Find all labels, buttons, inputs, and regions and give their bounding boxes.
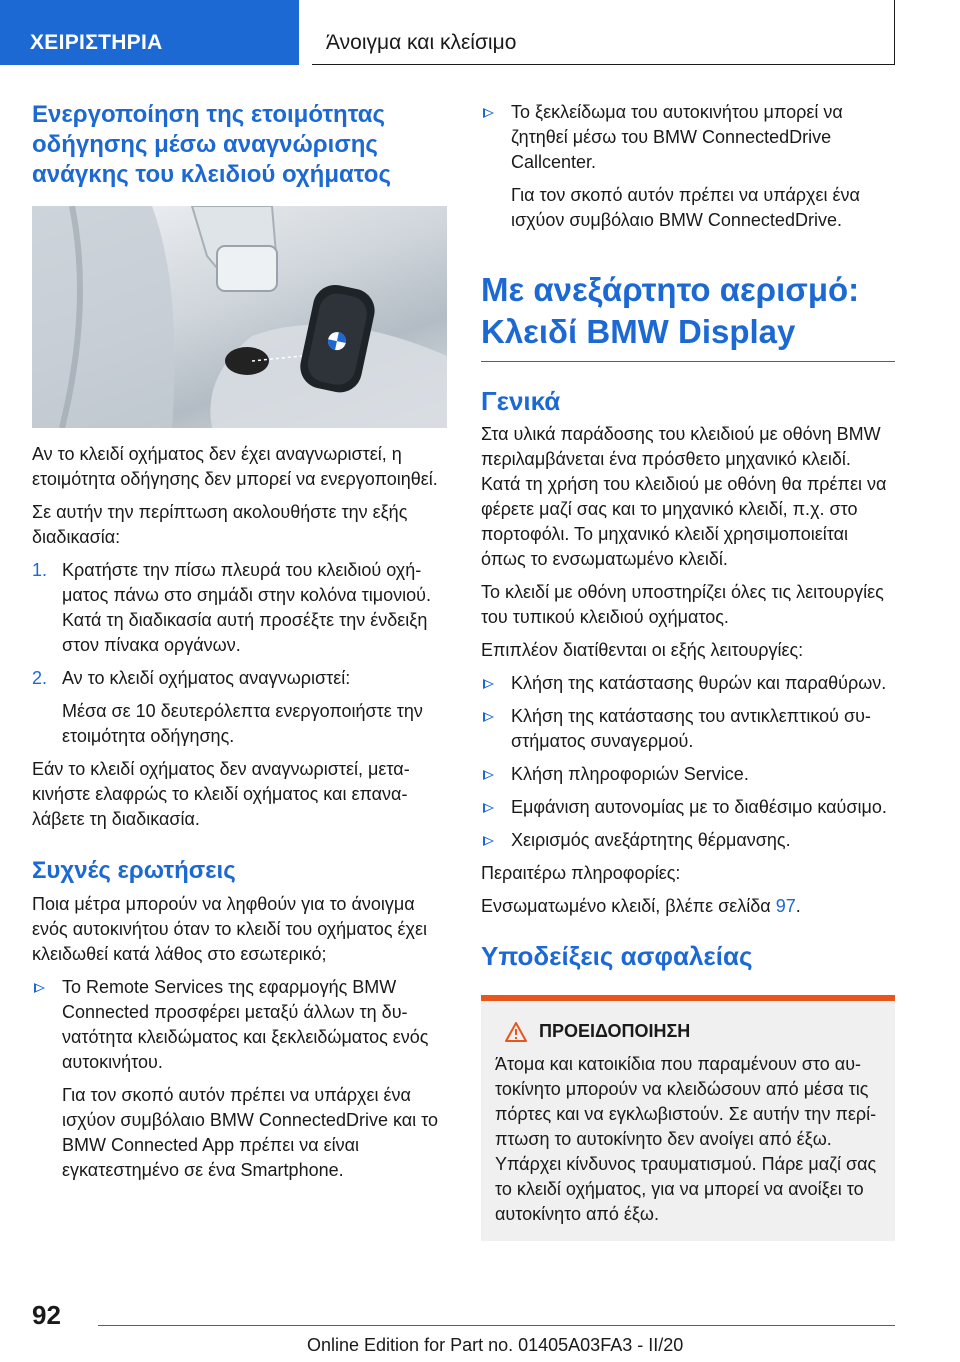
warning-text: Άτομα και κατοικίδια που παραμένουν στο αυτοκίνητο μπορούν να κλειδώσουν από μέσα τις πόρτες και να εγκλωβιστούν. Σε αυτήν την περίπτωση το αυτοκίνητο δεν ανοίγει από έξω. Υπάρχει κίνδυνος τραυματισμού. Πάρε μαζί σας το κλειδί οχήματος, για να μπορεί να ανοίξει το αυτοκίνητο από έξω. [495, 1054, 877, 1224]
warning-title-row [495, 1021, 881, 1042]
function-text: Κλήση της κατάστασης θυρών και παραθύρων. [511, 673, 887, 693]
paragraph-general-3: Επιπλέον διατίθενται οι εξής λειτουργίες: [481, 640, 804, 660]
paragraph-general-1: Στα υλικά παράδοσης του κλειδιού με οθόνη BMW περιλαμβάνεται ένα πρόσθετο μηχανικό κλειδί. Κατά τη χρήση του κλειδιού με οθόνη θα πρέπει να φέρετε μαζί σας και το μηχανικό κλειδί, π.χ. στο πορτοφόλι. Το μηχανικό κλειδί χρησιμοποιείται όπως το ενσωματωμένο κλειδί. [481, 424, 887, 569]
more-info-label: Περαιτέρω πληροφορίες: [481, 863, 681, 883]
function-item [481, 828, 895, 853]
step-item [32, 558, 450, 658]
paragraph-key-retry: Εάν το κλειδί οχήματος δεν αναγνωριστεί, μετακινήστε ελαφρώς το κλειδί οχήματος και επαναλάβετε τη διαδικασία. [32, 759, 410, 829]
section-heading-drive-ready: Ενεργοποίηση της ετοιμότητας οδήγησης μέσω αναγνώρισης ανάγκης του κλειδιού οχήματος [32, 101, 391, 188]
function-text: Χειρισμός ανεξάρτητης θέρμανσης. [511, 830, 791, 850]
general-heading: Γενικά [481, 386, 561, 416]
function-item [481, 704, 895, 754]
function-item [481, 762, 895, 787]
faq-answer-subtext [481, 183, 895, 233]
function-text: Εμφάνιση αυτονομίας με το διαθέσιμο καύσιμο. [511, 797, 887, 817]
faq-answer-item [481, 100, 895, 175]
left-column [32, 100, 450, 1191]
step-subtext [32, 699, 450, 749]
faq-answer-subtext-text: Για τον σκοπό αυτόν πρέπει να υπάρχει ένα ισχύον συμβόλαιο BMW ConnectedDrive. [511, 185, 860, 230]
triangle-bullet-icon [483, 108, 494, 118]
function-text: Κλήση της κατάστασης του αντικλεπτικού συστήματος συναγερμού. [511, 706, 871, 751]
faq-answer-text: Το ξεκλείδωμα του αυτοκινήτου μπορεί να ζητηθεί μέσω του BMW ConnectedDrive Callcenter. [511, 102, 843, 172]
paragraph-general-2: Το κλειδί με οθόνη υποστηρίζει όλες τις λειτουργίες του τυπικού κλειδιού οχήματος. [481, 582, 884, 627]
page-number: 92 [32, 1300, 61, 1330]
page-reference-link[interactable]: 97 [775, 896, 796, 916]
footer-divider [98, 1325, 895, 1326]
faq-answer-item [32, 975, 450, 1075]
illustration-svg [32, 206, 447, 428]
cross-reference [481, 894, 895, 919]
step-number: 2. [32, 668, 48, 688]
paragraph-key-not-recognized: Αν το κλειδί οχήματος δεν έχει αναγνωριστεί, η ετοιμότητα οδήγησης δεν μπορεί να ενεργοποιηθεί. [32, 444, 438, 489]
mark-spot [225, 347, 269, 375]
faq-answer-subtext [32, 1083, 450, 1183]
triangle-bullet-icon [483, 770, 494, 780]
right-column [481, 100, 895, 1241]
faq-answer-text: Το Remote Services της εφαρμογής BMW Connected προσφέρει μεταξύ άλλων τη δυνατότητα κλειδώματος και ξεκλειδώματος ενός αυτοκινήτου. [62, 977, 429, 1072]
function-item [481, 671, 895, 696]
footer-edition-text: Online Edition for Part no. 01405A03FA3 - II/20 [307, 1335, 684, 1355]
triangle-bullet-icon [483, 679, 494, 689]
cross-reference-text: Ενσωματωμένο κλειδί, βλέπε σελίδα [481, 896, 776, 916]
warning-title: ΠΡΟΕΙΔΟΠΟΙΗΣΗ [539, 1021, 691, 1041]
safety-heading: Υποδείξεις ασφαλείας [481, 941, 753, 971]
triangle-bullet-icon [34, 983, 45, 993]
faq-question: Ποια μέτρα μπορούν να ληφθούν για το άνοιγμα ενός αυτοκινήτου όταν το κλειδί του οχήματος έχει κλειδωθεί κατά λάθος στο εσωτερικό; [32, 894, 427, 964]
step-text: Κρατήστε την πίσω πλευρά του κλειδιού οχήματος πάνω στο σημάδι στην κολόνα τιμονιού. Κατά τη διαδικασία αυτή προσέξτε την ένδειξη στον πίνακα οργάνων. [62, 560, 432, 655]
triangle-bullet-icon [483, 712, 494, 722]
cross-reference-end: . [795, 896, 801, 916]
step-item [32, 666, 450, 691]
step-subtext-text: Μέσα σε 10 δευτερόλεπτα ενεργοποιήστε την ετοιμότητα οδήγησης. [62, 701, 423, 746]
step-text: Αν το κλειδί οχήματος αναγνωριστεί: [62, 668, 351, 688]
function-item [481, 795, 895, 820]
faq-answer-subtext-text: Για τον σκοπό αυτόν πρέπει να υπάρχει ένα ισχύον συμβόλαιο BMW ConnectedDrive και το BMW Connected App πρέπει να είναι εγκατεστημένο σε ένα Smartphone. [62, 1085, 439, 1180]
key-on-steering-column-photo [32, 206, 447, 428]
paragraph-procedure-intro: Σε αυτήν την περίπτωση ακολουθήστε την εξής διαδικασία: [32, 502, 408, 547]
header-chapter-title: Άνοιγμα και κλείσιμο [312, 0, 895, 65]
function-text: Κλήση πληροφοριών Service. [511, 764, 749, 784]
step-number: 1. [32, 560, 48, 580]
main-heading-display-key: Με ανεξάρτητο αερισμό: Κλειδί BMW Display [481, 269, 895, 362]
warning-box [481, 995, 895, 1241]
faq-heading: Συχνές ερωτήσεις [32, 857, 236, 884]
triangle-bullet-icon [483, 803, 494, 813]
triangle-bullet-icon [483, 836, 494, 846]
header-section-tab: ΧΕΙΡΙΣΤΗΡΙΑ [0, 0, 299, 65]
warning-triangle-icon [505, 1022, 527, 1042]
